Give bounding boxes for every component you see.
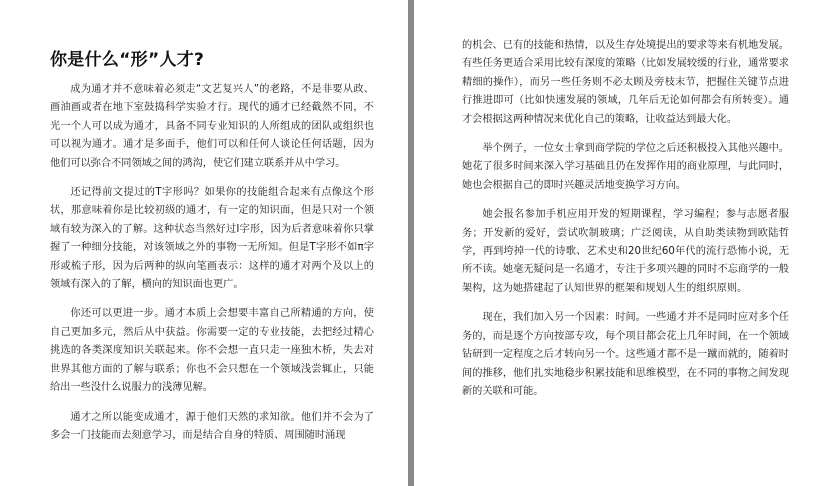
paragraph: 还记得前文提过的T字形吗？如果你的技能组合起来有点像这个形状，那意味着你是比较初级的通才，有一定的知识面，但是只对一个领域有较为深入的了解。这种状态当然好过I字形，因为后者意味着你只掌握了一种细分技能，对该领域之外的事物一无所知。但是T字形不如π字形或梳子形，因为后两种的纵向笔画表示：这样的通才对两个及以上的领域有深入的了解，横向的知识面也更广。	[50, 187, 374, 291]
left-page-content	[50, 48, 374, 445]
left-page	[0, 0, 408, 486]
paragraph: 通才之所以能变成通才，源于他们天然的求知欲。他们并不会为了多会一门技能而去刻意学习，而是结合自身的特质、周围随时涌现	[50, 411, 374, 441]
section-title: 你是什么“形”人才?	[50, 50, 205, 70]
right-page	[414, 0, 821, 486]
paragraph-continuation: 的机会、已有的技能和热情，以及生存处境提出的要求等来有机地发展。有些任务更适合采用比较有深度的策略（比如发展较缓的行业，通常要求精细的操作），而另一些任务则不必太顾及旁枝末节，把握住关键节点进行推进即可（比如快速发展的领域，几年后无论如何都会有所转变）。通才会根据这两种情况来优化自己的策略，让收益达到最大化。	[462, 40, 789, 125]
right-page-content	[462, 37, 789, 401]
paragraph: 她会报名参加手机应用开发的短期课程，学习编程；参与志愿者服务；开发新的爱好，尝试吹制玻璃；广泛阅读，从自助类读物到欧陆哲学，再到垮掉一代的诗歌、艺术史和20世纪60年代的流行恐怖小说，无所不读。她毫无疑问是一名通才，专注于多项兴趣的同时不忘商学的一般架构，这为她搭建起了认知世界的框架和规划人生的组织原则。	[462, 209, 789, 294]
paragraph: 你还可以更进一步。通才本质上会想要丰富自己所精通的方向，使自己更加多元，然后从中获益。你需要一定的专业技能，去把经过精心挑选的各类深度知识关联起来。你不会想一直只走一座独木桥，失去对世界其他方面的了解与联系；你也不会只想在一个领域浅尝辄止，只能给出一些没什么说服力的浅薄见解。	[50, 308, 374, 394]
paragraph: 现在，我们加入另一个因素：时间。一些通才并不是同时应对多个任务的，而是逐个方向按部专攻，每个项目都会花上几年时间，在一个领域钻研到一定程度之后才转向另一个。这些通才都不是一蹴而就的，随着时间的推移，他们扎实地稳步积累技能和思维模型，在不同的事物之间发现新的关联和可能。	[462, 312, 789, 397]
paragraph: 举个例子，一位女士拿到商学院的学位之后还积极投入其他兴趣中。她花了很多时间来深入学习基础且仍在发挥作用的商业原理，与此同时，她也会根据自己的即时兴趣灵活地变换学习方向。	[462, 143, 789, 191]
paragraph: 成为通才并不意味着必须走“文艺复兴人”的老路，不是非要从政、画油画或者在地下室鼓捣科学实验才行。现代的通才已经截然不同，不光一个人可以成为通才，具备不同专业知识的人所组成的团队或组织也可以视为通才。通才是多面手，他们可以和任何人谈论任何话题，因为他们可以弥合不同领域之间的鸿沟，使它们建立联系并从中学习。	[50, 84, 374, 169]
